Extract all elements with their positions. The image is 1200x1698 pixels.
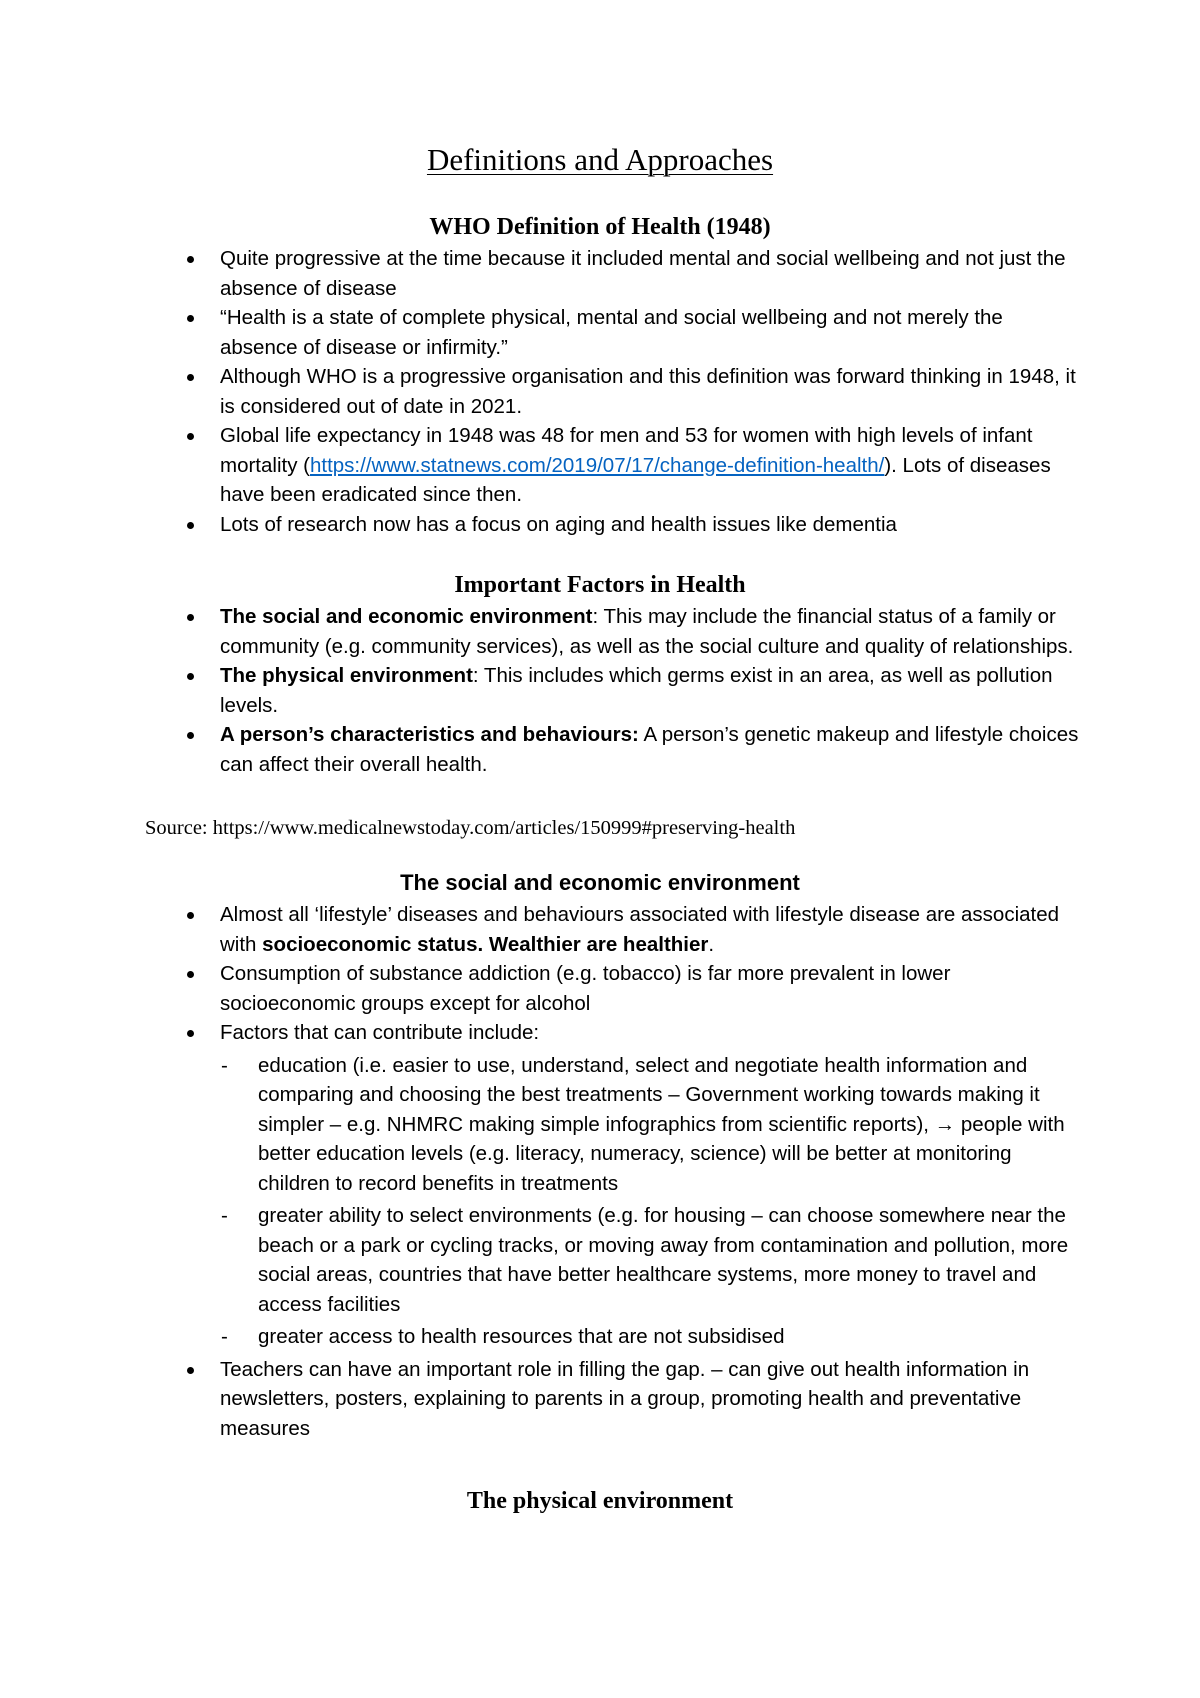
list-item: Almost all ‘lifestyle’ diseases and behaviours associated with lifestyle disease are associated with socioeconomic status. Wealthier are healthier. xyxy=(0,900,1200,959)
bullet-icon xyxy=(187,315,194,322)
bullet-icon xyxy=(187,673,194,680)
bullet-icon xyxy=(187,522,194,529)
list-item: A person’s characteristics and behaviours: A person’s genetic makeup and lifestyle choices can affect their overall health. xyxy=(0,720,1200,779)
list-item: “Health is a state of complete physical, mental and social wellbeing and not merely the absence of disease or infirmity.” xyxy=(0,303,1200,362)
bullet-icon xyxy=(187,1030,194,1037)
dash-marker: - xyxy=(221,1325,228,1348)
list-item: Consumption of substance addiction (e.g. tobacco) is far more prevalent in lower socioeconomic groups except for alcohol xyxy=(0,959,1200,1018)
document-title: Definitions and Approaches xyxy=(426,142,774,177)
bullet-icon xyxy=(187,912,194,919)
bullet-icon xyxy=(187,614,194,621)
bullet-icon xyxy=(187,1367,194,1374)
sub-list-item: - greater access to health resources that are not subsidised xyxy=(0,1322,1200,1352)
social-heading: The social and economic environment xyxy=(400,870,800,895)
social-list xyxy=(0,900,1200,1443)
list-item: Lots of research now has a focus on aging and health issues like dementia xyxy=(0,510,1200,540)
sub-list-item: - education (i.e. easier to use, understand, select and negotiate health information and comparing and choosing the best treatments – Government working towards making it simpler – e.g. NHMRC making simple infographics from scientific reports), → people with better education levels (e.g. literacy, numeracy, science) will be better at monitoring children to record benefits in treatments xyxy=(0,1051,1200,1199)
list-item: Factors that can contribute include: - education (i.e. easier to use, understand, select and negotiate health information and comparing and choosing the best treatments – Government working towards making it simpler – e.g. NHMRC making simple infographics from scientific reports), → people with better education levels (e.g. literacy, numeracy, science) will be better at monitoring children to record benefits in treatments - greater ability to select environments (e.g. for housing – can choose somewhere near the beach or a park or cycling tracks, or moving away from contamination and pollution, more social areas, countries that have better healthcare systems, more money to travel and access facilities - greater access to health resources that are not subsidised xyxy=(0,1018,1200,1352)
list-item: Global life expectancy in 1948 was 48 for men and 53 for women with high levels of infant mortality (https://www.statnews.com/2019/07/17/change-definition-health/). Lots of diseases have been eradicated since then. xyxy=(0,421,1200,510)
factors-sub-list xyxy=(0,1051,1200,1352)
dash-marker: - xyxy=(221,1204,228,1227)
bullet-icon xyxy=(187,256,194,263)
list-item: The physical environment: This includes which germs exist in an area, as well as pollution levels. xyxy=(0,661,1200,720)
list-item: The social and economic environment: This may include the financial status of a family or community (e.g. community services), as well as the social culture and quality of relationships. xyxy=(0,602,1200,661)
bullet-icon xyxy=(187,971,194,978)
physical-section xyxy=(0,1486,1200,1516)
list-item: Although WHO is a progressive organisation and this definition was forward thinking in 1948, it is considered out of date in 2021. xyxy=(0,362,1200,421)
source-citation: Source: https://www.medicalnewstoday.com/articles/150999#preserving-health xyxy=(145,817,796,839)
sub-list-item: - greater ability to select environments (e.g. for housing – can choose somewhere near the beach or a park or cycling tracks, or moving away from contamination and pollution, more social areas, countries that have better healthcare systems, more money to travel and access facilities xyxy=(0,1201,1200,1319)
bullet-icon xyxy=(187,374,194,381)
factors-list xyxy=(0,602,1200,779)
list-item: Teachers can have an important role in filling the gap. – can give out health information in newsletters, posters, explaining to parents in a group, promoting health and preventative measures xyxy=(0,1355,1200,1444)
who-list xyxy=(0,244,1200,539)
arrow-icon: → xyxy=(934,1112,956,1136)
statnews-link[interactable]: https://www.statnews.com/2019/07/17/change-definition-health/ xyxy=(309,453,885,477)
dash-marker: - xyxy=(221,1053,228,1077)
factors-heading: Important Factors in Health xyxy=(454,572,746,598)
bullet-icon xyxy=(187,433,194,440)
bullet-icon xyxy=(187,732,194,739)
list-item: Quite progressive at the time because it included mental and social wellbeing and not just the absence of disease xyxy=(0,244,1200,303)
who-heading: WHO Definition of Health (1948) xyxy=(429,214,771,240)
sub-list-wrapper xyxy=(0,1051,1200,1352)
who-section xyxy=(0,212,1200,539)
physical-heading: The physical environment xyxy=(466,1488,734,1514)
social-section xyxy=(0,868,1200,1443)
factors-section xyxy=(0,570,1200,779)
